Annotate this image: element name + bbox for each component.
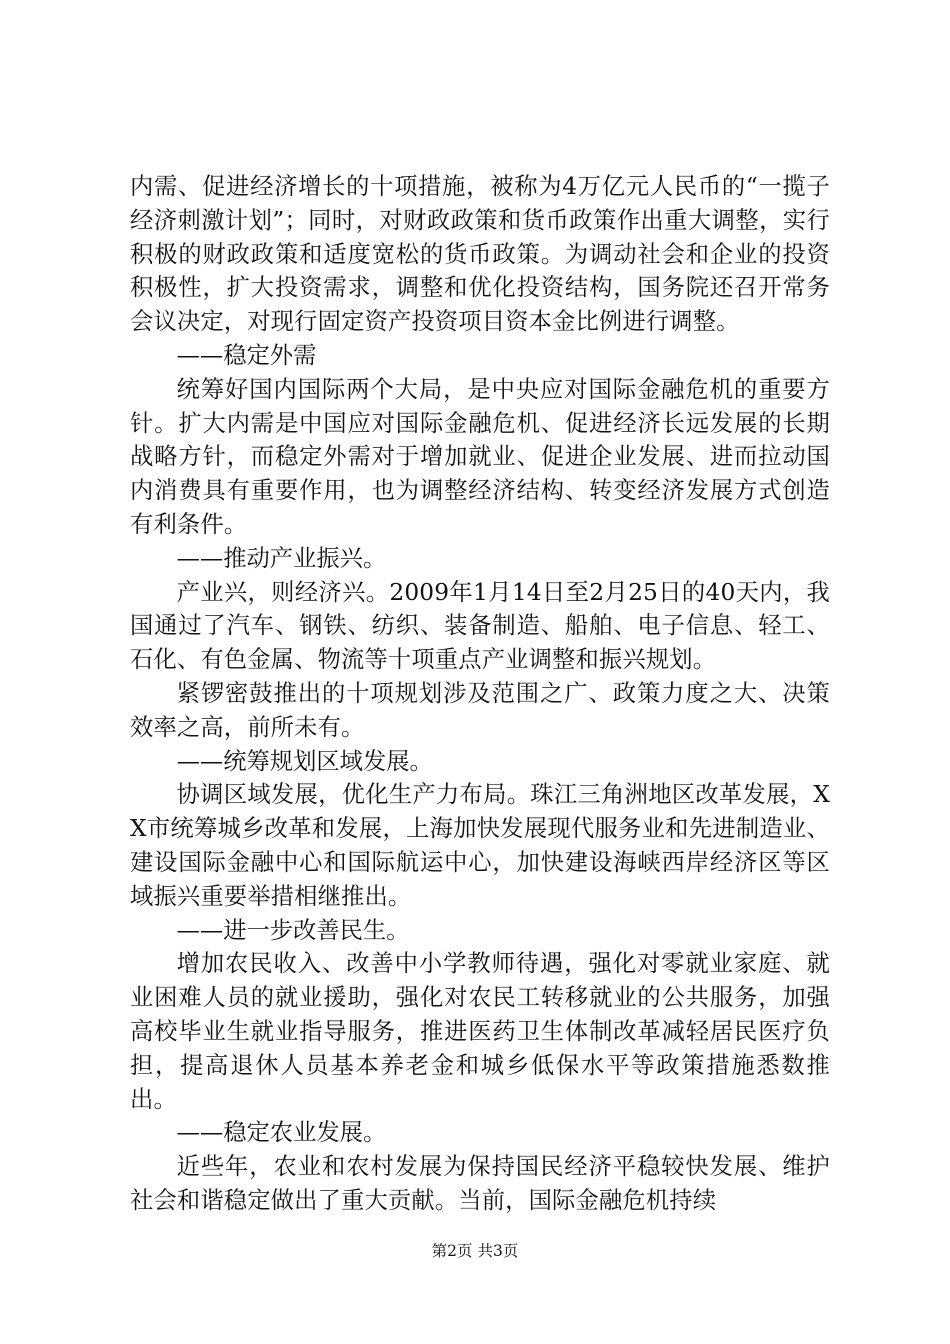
- section-heading-agriculture: ——稳定农业发展。: [176, 1119, 387, 1147]
- paragraph-regional-development: 协调区域发展，优化生产力布局。珠江三角洲地区改革发展，XX市统筹城乡改革和发展，上海加快发展现代服务业和先进制造业、建设国际金融中心和国际航运中心，加快建设海峡西岸经济区等区域振兴重要举措相继推出。: [130, 781, 830, 910]
- section-heading-livelihood: ——进一步改善民生。: [176, 916, 410, 944]
- paragraph-industry-plans: 产业兴，则经济兴。2009年1月14日至2月25日的40天内，我国通过了汽车、钢铁、纺织、装备制造、船舶、电子信息、轻工、石化、有色金属、物流等十项重点产业调整和振兴规划。: [130, 578, 830, 674]
- section-heading-regional-development: ——统筹规划区域发展。: [176, 747, 433, 775]
- paragraph-plans-scope: 紧锣密鼓推出的十项规划涉及范围之广、政策力度之大、决策效率之高，前所未有。: [130, 679, 830, 741]
- section-heading-industry-revitalization: ——推动产业振兴。: [176, 544, 387, 572]
- page-number-label: 第2页 共3页: [431, 1242, 519, 1260]
- document-body: [130, 170, 830, 1218]
- paragraph-external-demand: 统筹好国内国际两个大局，是中央应对国际金融危机的重要方针。扩大内需是中国应对国际金融危机、促进经济长远发展的长期战略方针，而稳定外需对于增加就业、促进企业发展、进而拉动国内消费具有重要作用，也为调整经济结构、转变经济发展方式创造有利条件。: [130, 375, 830, 538]
- paragraph-agriculture: 近些年，农业和农村发展为保持国民经济平稳较快发展、维护社会和谐稳定做出了重大贡献。当前，国际金融危机持续: [130, 1153, 830, 1214]
- paragraph-livelihood: 增加农民收入、改善中小学教师待遇，强化对零就业家庭、就业困难人员的就业援助，强化对农民工转移就业的公共服务，加强高校毕业生就业指导服务，推进医药卫生体制改革减轻居民医疗负担，提高退休人员基本养老金和城乡低保水平等政策措施悉数推出。: [130, 950, 830, 1113]
- paragraph-stimulus-plan: 内需、促进经济增长的十项措施，被称为4万亿元人民币的“一揽子经济刺激计划”；同时，对财政政策和货币政策作出重大调整，实行积极的财政政策和适度宽松的货币政策。为调动社会和企业的投资积极性，扩大投资需求，调整和优化投资结构，国务院还召开常务会议决定，对现行固定资产投资项目资本金比例进行调整。: [130, 173, 830, 336]
- section-heading-stabilize-external-demand: ——稳定外需: [176, 341, 317, 369]
- page-footer: [0, 1240, 950, 1262]
